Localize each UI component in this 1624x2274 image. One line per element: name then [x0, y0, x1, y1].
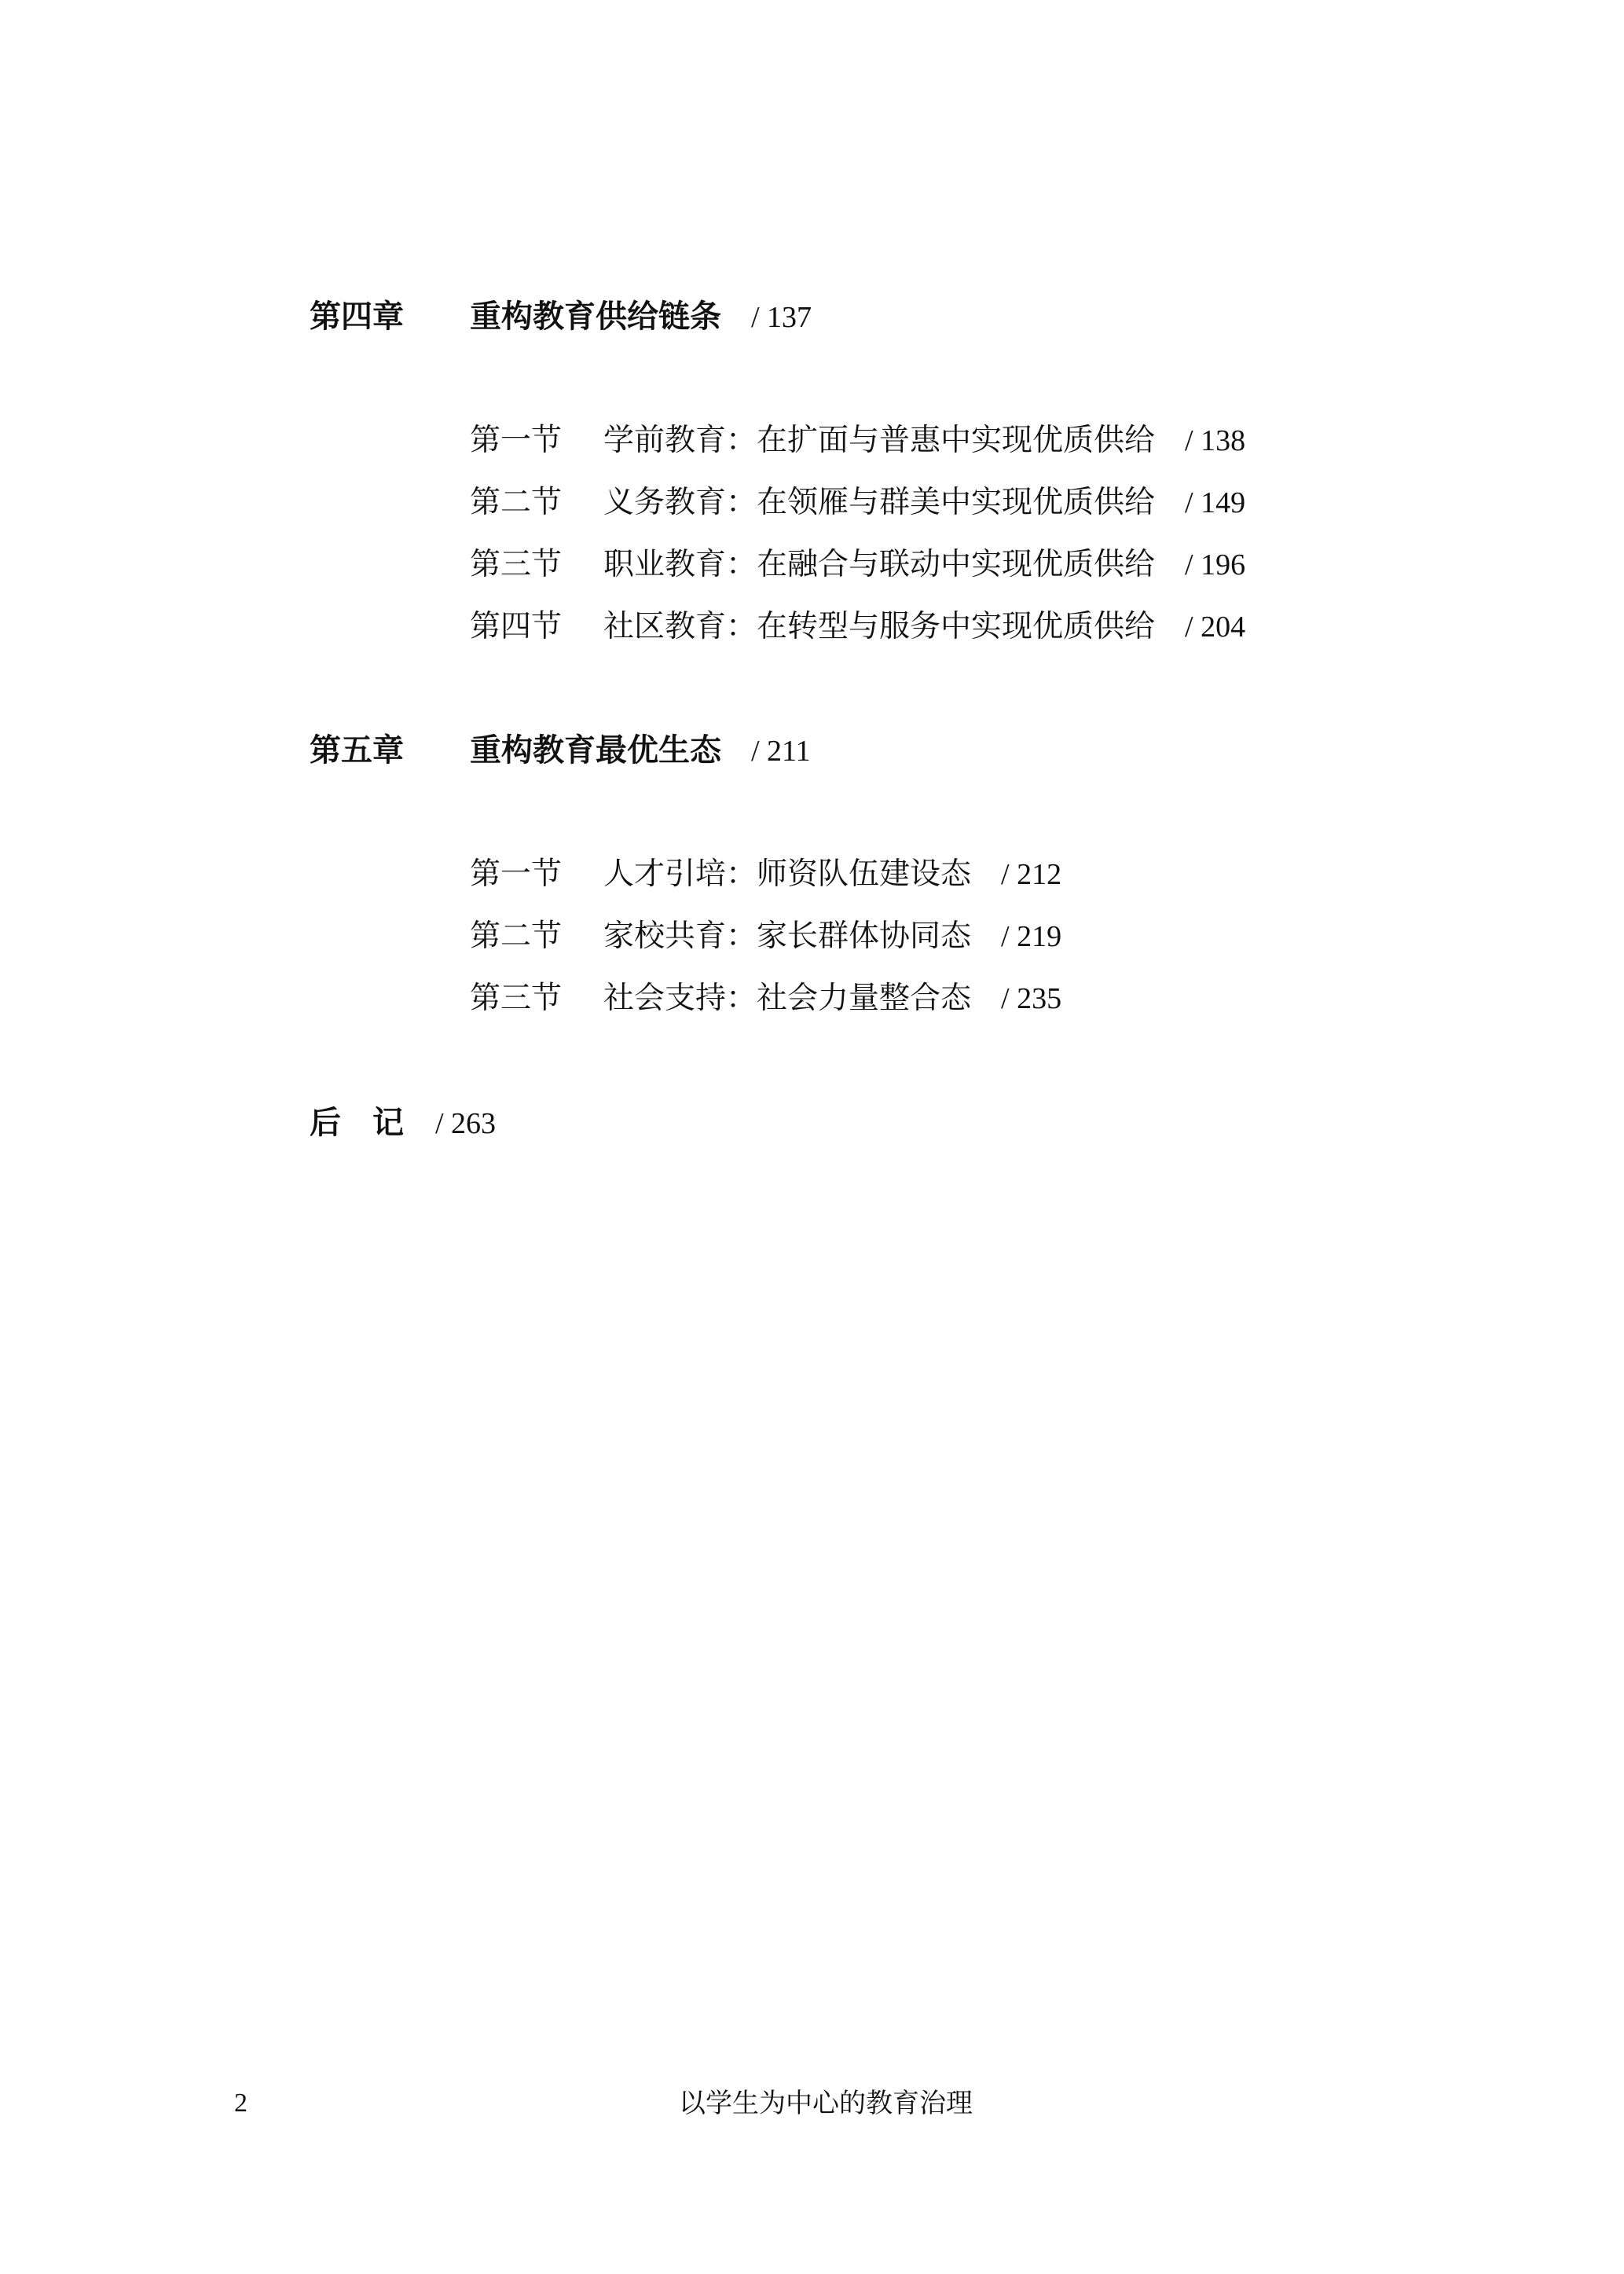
toc-section-entry[interactable] [470, 425, 1245, 456]
section-title: 义务教育：在领雁与群美中实现优质供给 [603, 485, 1156, 520]
chapter-title: 重构教育最优生态 [470, 732, 721, 768]
toc-section-entry[interactable] [470, 487, 1245, 518]
section-title: 家校共育：家长群体协同态 [603, 919, 972, 954]
section-number: 第四节 [470, 609, 563, 644]
section-number: 第二节 [470, 485, 563, 520]
section-page-ref: / 235 [1001, 982, 1062, 1015]
section-page-ref: / 196 [1185, 548, 1246, 581]
section-number: 第一节 [470, 423, 563, 458]
section-title: 社区教育：在转型与服务中实现优质供给 [603, 609, 1156, 644]
toc-chapter-entry[interactable] [310, 299, 812, 335]
section-title: 人才引培：师资队伍建设态 [603, 856, 972, 892]
section-number: 第三节 [470, 547, 563, 582]
section-page-ref: / 149 [1185, 486, 1246, 519]
toc-afterword-entry[interactable] [310, 1107, 496, 1139]
section-number: 第一节 [470, 856, 563, 892]
chapter-number: 第五章 [310, 732, 404, 768]
footer-book-title: 以学生为中心的教育治理 [679, 2088, 973, 2119]
section-page-ref: / 219 [1001, 920, 1062, 953]
afterword-page-ref: / 263 [435, 1107, 497, 1140]
afterword-title: 后记 [310, 1105, 435, 1141]
toc-section-entry[interactable] [470, 921, 1061, 952]
toc-chapter-entry[interactable] [310, 732, 811, 768]
toc-section-entry[interactable] [470, 549, 1245, 580]
toc-section-entry[interactable] [470, 983, 1061, 1014]
section-page-ref: / 212 [1001, 858, 1062, 891]
toc-section-entry[interactable] [470, 856, 1062, 892]
chapter-title: 重构教育供给链条 [470, 299, 721, 335]
section-number: 第二节 [470, 919, 563, 954]
chapter-page-ref: / 211 [751, 735, 811, 768]
section-number: 第三节 [470, 981, 563, 1016]
section-page-ref: / 138 [1185, 424, 1246, 457]
section-title: 社会支持：社会力量整合态 [603, 981, 972, 1016]
chapter-number: 第四章 [310, 299, 404, 335]
toc-section-entry[interactable] [470, 611, 1245, 642]
footer-page-number: 2 [234, 2089, 247, 2118]
section-title: 职业教育：在融合与联动中实现优质供给 [603, 547, 1156, 582]
section-title: 学前教育：在扩面与普惠中实现优质供给 [603, 423, 1156, 458]
chapter-page-ref: / 137 [751, 301, 812, 334]
section-page-ref: / 204 [1185, 611, 1246, 644]
